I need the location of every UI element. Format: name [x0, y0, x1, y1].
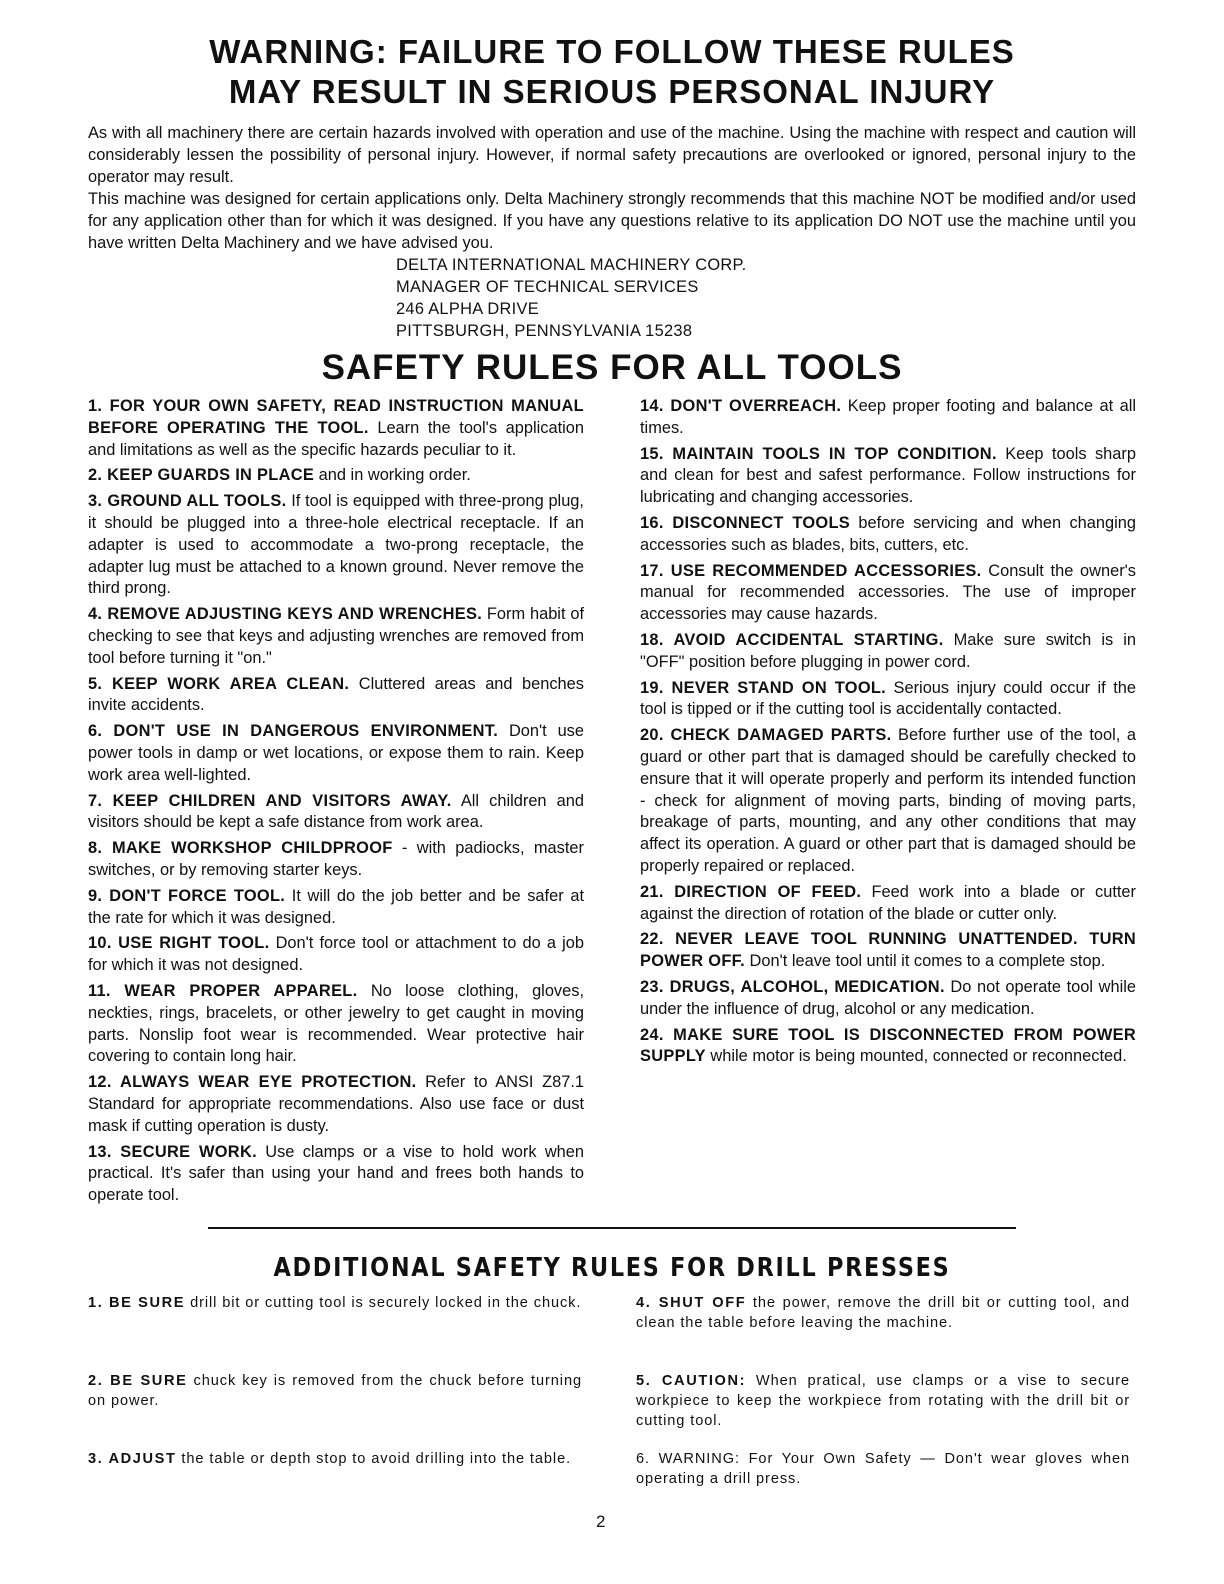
drill-rule-1-heading: 1. BE SURE: [88, 1294, 186, 1311]
drill-rule-2-text: chuck key is removed from the chuck before turning on power.: [88, 1372, 582, 1409]
rule-21-heading: 21. DIRECTION OF FEED.: [640, 882, 862, 901]
rule-24-heading: 24. MAKE SURE TOOL IS DISCONNECTED FROM POWER SUPPLY: [640, 1025, 1136, 1066]
address-department: MANAGER OF TECHNICAL SERVICES: [396, 278, 699, 296]
rule-4-heading: 4. REMOVE ADJUSTING KEYS AND WRENCHES.: [88, 605, 483, 624]
rule-22-heading: 22. NEVER LEAVE TOOL RUNNING UNATTENDED. TURN POWER OFF.: [640, 930, 1136, 971]
rule-15-heading: 15. MAINTAIN TOOLS IN TOP CONDITION.: [640, 444, 997, 463]
warning-title: [88, 32, 1136, 112]
drill-rule-5-heading: 5. CAUTION:: [636, 1372, 747, 1389]
rule-16-text: before servicing and when changing accessories such as blades, bits, cutters, etc.: [640, 513, 1136, 554]
rule-8: [88, 838, 584, 882]
rule-19: [640, 678, 1136, 722]
rule-9-text: It will do the job better and be safer at the rate for which it was designed.: [88, 886, 584, 927]
rule-6: [88, 721, 584, 786]
drill-rule-4-heading: 4. SHUT OFF: [636, 1294, 747, 1311]
rule-14: [640, 396, 1136, 440]
rule-5-text: Cluttered areas and benches invite accidents.: [88, 674, 584, 715]
rule-4-text: Form habit of checking to see that keys and adjusting wrenches are removed from tool before turning it "on.": [88, 605, 584, 667]
rule-3: [88, 491, 584, 600]
rule-20-text: Before further use of the tool, a guard or other part that is damaged should be carefully checked to ensure that it will operate properly and perform its intended function - check for alignment of moving parts, binding of moving parts, breakage of parts, mounting, and any other conditions that may affect its operation. A guard or other part that is damaged should be properly repaired or replaced.: [640, 726, 1136, 875]
intro-paragraph-applications: This machine was designed for certain applications only. Delta Machinery strongly recommends that this machine NOT be modified and/or used for any application other than for which it was designed. If you have any questions relative to its application DO NOT use the machine until you have written Delta Machinery and we have advised you.: [88, 190, 1136, 252]
rule-7-heading: 7. KEEP CHILDREN AND VISITORS AWAY.: [88, 791, 452, 810]
drill-press-rules-columns: [88, 1293, 1136, 1527]
rule-7: [88, 791, 584, 835]
rule-21: [640, 882, 1136, 926]
rule-4: [88, 604, 584, 669]
rule-1: [88, 396, 584, 461]
rule-10: [88, 933, 584, 977]
rule-1-heading: 1. FOR YOUR OWN SAFETY, READ INSTRUCTION MANUAL BEFORE OPERATING THE TOOL.: [88, 397, 584, 437]
drill-rule-6: [636, 1449, 1130, 1527]
rule-24-text: while motor is being mounted, connected or reconnected.: [705, 1047, 1127, 1066]
rule-14-heading: 14. DON'T OVERREACH.: [640, 397, 842, 415]
rule-6-heading: 6. DON'T USE IN DANGEROUS ENVIRONMENT.: [88, 722, 499, 741]
address-block: [396, 254, 1136, 342]
rule-19-text: Serious injury could occur if the tool is tipped or if the cutting tool is accidentally contacted.: [640, 678, 1137, 719]
rule-19-heading: 19. NEVER STAND ON TOOL.: [640, 678, 887, 697]
rule-12-heading: 12. ALWAYS WEAR EYE PROTECTION.: [88, 1073, 417, 1092]
address-company: DELTA INTERNATIONAL MACHINERY CORP.: [396, 256, 747, 274]
rule-12-text: Refer to ANSI Z87.1 Standard for appropriate recommendations. Also use face or dust mask if cutting operation is dusty.: [88, 1073, 585, 1135]
drill-rule-1: [88, 1293, 582, 1371]
warning-title-line-1: WARNING: FAILURE TO FOLLOW THESE RULES: [209, 33, 1015, 70]
rule-2-text: and in working order.: [314, 466, 471, 485]
rule-2-heading: 2. KEEP GUARDS IN PLACE: [88, 466, 315, 485]
rule-5-heading: 5. KEEP WORK AREA CLEAN.: [88, 674, 350, 693]
safety-rules-columns: [88, 396, 1136, 1211]
rule-8-text: - with padiocks, master switches, or by removing starter keys.: [88, 839, 584, 879]
drill-press-rules-right-column: [636, 1293, 1130, 1527]
rule-16: [640, 513, 1136, 557]
rule-18-heading: 18. AVOID ACCIDENTAL STARTING.: [640, 630, 944, 649]
drill-rule-3-heading: 3. ADJUST: [88, 1450, 177, 1467]
rule-13-text: Use clamps or a vise to hold work when practical. It's safer than using your hand and frees both hands to operate tool.: [88, 1142, 584, 1205]
rule-15-text: Keep tools sharp and clean for best and safest performance. Follow instructions for lubricating and changing accessories.: [640, 444, 1136, 507]
warning-title-line-2: MAY RESULT IN SERIOUS PERSONAL INJURY: [228, 73, 996, 110]
rule-23-text: Do not operate tool while under the influence of drug, alcohol or any medication.: [640, 977, 1136, 1018]
rule-13-heading: 13. SECURE WORK.: [88, 1142, 257, 1161]
rule-11-text: No loose clothing, gloves, neckties, rings, bracelets, or other jewelry to get caught in moving parts. Nonslip foot wear is recommended. Wear protective hair covering to contain long hair.: [88, 981, 584, 1066]
rule-11-heading: 11. WEAR PROPER APPAREL.: [88, 981, 358, 1000]
rule-17-text: Consult the owner's manual for recommended accessories. The use of improper accessories may cause hazards.: [640, 561, 1136, 624]
rule-18: [640, 630, 1136, 674]
rule-11: [88, 981, 584, 1068]
drill-rule-4-text: the power, remove the drill bit or cutting tool, and clean the table before leaving the machine.: [636, 1294, 1130, 1331]
rule-20: [640, 725, 1136, 878]
rule-23: [640, 977, 1136, 1021]
rule-23-heading: 23. DRUGS, ALCOHOL, MEDICATION.: [640, 977, 945, 996]
drill-rule-2: [88, 1371, 582, 1449]
intro-paragraph-hazards: As with all machinery there are certain hazards involved with operation and use of the machine. Using the machine with respect and caution will considerably lessen the possibility of personal injury. However, if normal safety precautions are overlooked or ignored, personal injury to the operator may result.: [88, 124, 1136, 186]
drill-rule-4: [636, 1293, 1130, 1371]
rule-17-heading: 17. USE RECOMMENDED ACCESSORIES.: [640, 561, 982, 580]
page-number: 2: [596, 1512, 606, 1531]
rule-21-text: Feed work into a blade or cutter against the direction of rotation of the blade or cutter only.: [640, 882, 1136, 923]
rule-22: [640, 929, 1136, 973]
rule-16-heading: 16. DISCONNECT TOOLS: [640, 513, 851, 532]
rule-20-heading: 20. CHECK DAMAGED PARTS.: [640, 726, 892, 745]
rule-2: [88, 465, 584, 487]
drill-rule-3-text: the table or depth stop to avoid drilling into the table.: [176, 1450, 572, 1467]
rule-12: [88, 1072, 584, 1137]
rule-24: [640, 1025, 1136, 1069]
rule-18-text: Make sure switch is in "OFF" position before plugging in power cord.: [640, 630, 1136, 671]
drill-rule-3: [88, 1449, 582, 1527]
rule-9: [88, 886, 584, 930]
rule-15: [640, 444, 1136, 509]
rule-3-text: If tool is equipped with three-prong plug, it should be plugged into a three-hole electrical receptacle. If an adapter is used to accommodate a two-prong receptacle, the adapter lug must be attached to a known ground. Never remove the third prong.: [88, 492, 584, 598]
rule-3-heading: 3. GROUND ALL TOOLS.: [88, 492, 287, 511]
rule-8-heading: 8. MAKE WORKSHOP CHILDPROOF: [88, 839, 393, 858]
safety-rules-right-column: [640, 396, 1136, 1211]
rule-1-text: Learn the tool's application and limitations as well as the specific hazards peculiar to it.: [88, 418, 584, 459]
drill-rule-5-text: When pratical, use clamps or a vise to secure workpiece to keep the workpiece from rotating with the drill bit or cutting tool.: [636, 1372, 1130, 1429]
address-city: PITTSBURGH, PENNSYLVANIA 15238: [396, 322, 693, 340]
drill-press-rules-title: ADDITIONAL SAFETY RULES FOR DRILL PRESSES: [273, 1252, 951, 1283]
rule-9-heading: 9. DON'T FORCE TOOL.: [88, 886, 286, 905]
rule-5: [88, 674, 584, 718]
drill-rule-6-text: 6. WARNING: For Your Own Safety — Don't wear gloves when operating a drill press.: [636, 1450, 1130, 1487]
rule-22-text: Don't leave tool until it comes to a complete stop.: [744, 952, 1106, 971]
rule-14-text: Keep proper footing and balance at all times.: [640, 397, 1137, 437]
safety-rules-left-column: [88, 396, 584, 1211]
rule-10-heading: 10. USE RIGHT TOOL.: [88, 934, 270, 953]
rule-17: [640, 561, 1136, 626]
rule-6-text: Don't use power tools in damp or wet locations, or expose them to rain. Keep work area well-lighted.: [88, 722, 584, 784]
address-street: 246 ALPHA DRIVE: [396, 300, 539, 318]
drill-rule-2-heading: 2. BE SURE: [88, 1372, 188, 1389]
drill-rule-5: [636, 1371, 1130, 1449]
warning-intro: [88, 122, 1136, 254]
safety-rules-title: SAFETY RULES FOR ALL TOOLS: [321, 348, 903, 387]
rule-7-text: All children and visitors should be kept a safe distance from work area.: [88, 791, 584, 832]
section-divider: [208, 1227, 1016, 1229]
drill-rule-1-text: drill bit or cutting tool is securely locked in the chuck.: [185, 1294, 582, 1311]
rule-13: [88, 1142, 584, 1207]
drill-press-rules-left-column: [88, 1293, 582, 1527]
rule-10-text: Don't force tool or attachment to do a job for which it was not designed.: [88, 934, 584, 975]
